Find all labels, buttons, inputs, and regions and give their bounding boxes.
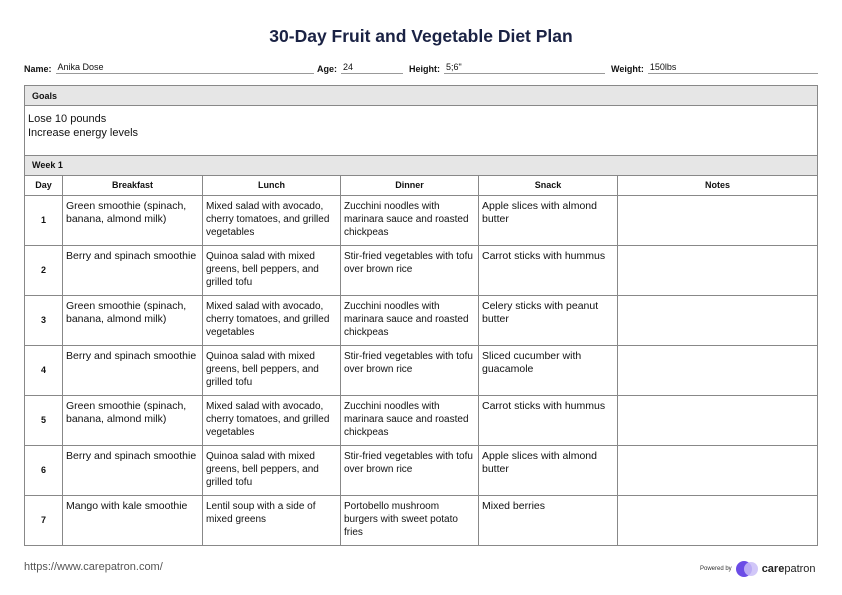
age-field[interactable]: Age: 24 [317, 62, 403, 74]
height-field[interactable]: Height: 5;6" [409, 62, 605, 74]
cell-dinner: Zucchini noodles with marinara sauce and roasted chickpeas [341, 296, 479, 346]
cell-day: 5 [25, 396, 63, 446]
week-table [24, 155, 818, 546]
table-row [25, 446, 818, 496]
column-header: Snack [479, 176, 618, 196]
goals-list [25, 106, 817, 146]
carepatron-logo-icon [736, 561, 758, 577]
goals-header: Goals [25, 86, 817, 106]
cell-snack: Apple slices with almond butter [479, 446, 618, 496]
cell-notes[interactable] [618, 246, 818, 296]
weight-field[interactable]: Weight: 150lbs [611, 62, 818, 74]
cell-breakfast: Berry and spinach smoothie [63, 246, 203, 296]
cell-breakfast: Mango with kale smoothie [63, 496, 203, 546]
cell-snack: Carrot sticks with hummus [479, 246, 618, 296]
cell-notes[interactable] [618, 396, 818, 446]
cell-breakfast: Berry and spinach smoothie [63, 446, 203, 496]
name-field[interactable]: Name: Anika Dose [24, 62, 314, 74]
cell-notes[interactable] [618, 196, 818, 246]
week-header: Week 1 [25, 156, 818, 176]
page-title: 30-Day Fruit and Vegetable Diet Plan [269, 26, 573, 46]
cell-lunch: Mixed salad with avocado, cherry tomatoes, and grilled vegetables [203, 296, 341, 346]
cell-dinner: Zucchini noodles with marinara sauce and roasted chickpeas [341, 396, 479, 446]
cell-lunch: Mixed salad with avocado, cherry tomatoes, and grilled vegetables [203, 396, 341, 446]
table-row [25, 396, 818, 446]
cell-day: 4 [25, 346, 63, 396]
cell-snack: Apple slices with almond butter [479, 196, 618, 246]
cell-day: 6 [25, 446, 63, 496]
cell-breakfast: Green smoothie (spinach, banana, almond milk) [63, 296, 203, 346]
table-row [25, 196, 818, 246]
cell-breakfast: Green smoothie (spinach, banana, almond milk) [63, 196, 203, 246]
cell-snack: Carrot sticks with hummus [479, 396, 618, 446]
powered-by [700, 561, 816, 577]
cell-breakfast: Berry and spinach smoothie [63, 346, 203, 396]
column-header: Dinner [341, 176, 479, 196]
column-headers [25, 176, 818, 196]
table-row [25, 296, 818, 346]
table-row [25, 246, 818, 296]
patient-info [24, 62, 818, 76]
goal-item: Increase energy levels [28, 127, 139, 139]
brand-name: carepatron [761, 563, 816, 575]
column-header: Day [25, 176, 63, 196]
cell-day: 7 [25, 496, 63, 546]
cell-lunch: Quinoa salad with mixed greens, bell peppers, and grilled tofu [203, 446, 341, 496]
cell-dinner: Stir-fried vegetables with tofu over brown rice [341, 446, 479, 496]
cell-lunch: Quinoa salad with mixed greens, bell peppers, and grilled tofu [203, 346, 341, 396]
goals-section [24, 85, 818, 156]
cell-dinner: Portobello mushroom burgers with sweet potato fries [341, 496, 479, 546]
cell-day: 1 [25, 196, 63, 246]
cell-snack: Mixed berries [479, 496, 618, 546]
cell-notes[interactable] [618, 446, 818, 496]
column-header: Breakfast [63, 176, 203, 196]
cell-day: 3 [25, 296, 63, 346]
cell-dinner: Zucchini noodles with marinara sauce and roasted chickpeas [341, 196, 479, 246]
cell-lunch: Mixed salad with avocado, cherry tomatoes, and grilled vegetables [203, 196, 341, 246]
powered-by-label: Powered by [700, 566, 732, 572]
cell-lunch: Lentil soup with a side of mixed greens [203, 496, 341, 546]
cell-dinner: Stir-fried vegetables with tofu over brown rice [341, 246, 479, 296]
column-header: Lunch [203, 176, 341, 196]
goal-item: Lose 10 pounds [28, 113, 107, 125]
cell-lunch: Quinoa salad with mixed greens, bell peppers, and grilled tofu [203, 246, 341, 296]
column-header: Notes [618, 176, 818, 196]
footer-url[interactable]: https://www.carepatron.com/ [24, 561, 163, 573]
cell-dinner: Stir-fried vegetables with tofu over brown rice [341, 346, 479, 396]
cell-day: 2 [25, 246, 63, 296]
table-row [25, 496, 818, 546]
cell-notes[interactable] [618, 296, 818, 346]
cell-notes[interactable] [618, 346, 818, 396]
cell-snack: Sliced cucumber with guacamole [479, 346, 618, 396]
table-row [25, 346, 818, 396]
cell-notes[interactable] [618, 496, 818, 546]
cell-breakfast: Green smoothie (spinach, banana, almond milk) [63, 396, 203, 446]
cell-snack: Celery sticks with peanut butter [479, 296, 618, 346]
